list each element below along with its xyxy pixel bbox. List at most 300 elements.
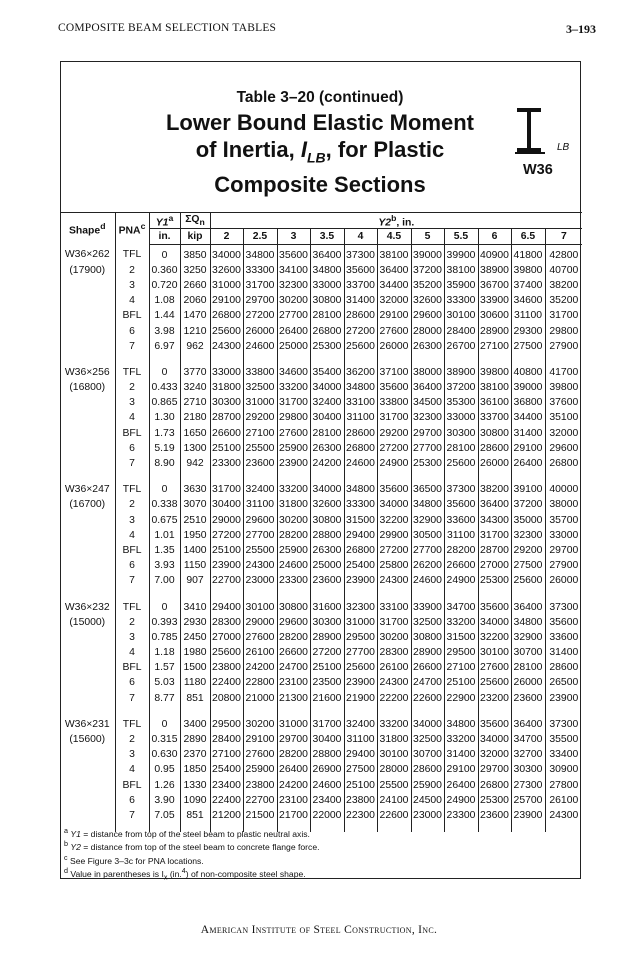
table-cell: 6 [115, 323, 149, 338]
table-row [60, 410, 582, 425]
table-cell: 25700 [511, 793, 545, 808]
table-cell: 29600 [411, 308, 444, 323]
table-cell: 2 [115, 732, 149, 747]
table-cell: 38100 [377, 245, 411, 263]
table-cell: 1180 [180, 675, 210, 690]
footnote-text: = distance from top of the steel beam to plastic neutral axis. [80, 828, 310, 839]
table-cell: 24700 [277, 660, 310, 675]
table-cell: 27500 [511, 339, 545, 363]
table-cell: 0.785 [149, 630, 180, 645]
table-cell: 25100 [210, 543, 243, 558]
table-cell: 0 [149, 363, 180, 380]
table-cell: 2450 [180, 630, 210, 645]
col-header-y2-value: 3.5 [310, 229, 344, 245]
table-cell: 28200 [277, 528, 310, 543]
ilb-subscript-label: LB [557, 142, 570, 153]
table-cell: 0 [149, 480, 180, 497]
table-cell: 25300 [478, 573, 511, 597]
table-cell: 23000 [411, 808, 444, 832]
table-cell: 35600 [478, 715, 511, 732]
table-cell: 27100 [210, 747, 243, 762]
table-cell: 2 [115, 380, 149, 395]
table-cell: 28800 [310, 747, 344, 762]
table-cell: 21600 [310, 691, 344, 715]
table-cell: BFL [115, 426, 149, 441]
table-cell: 31400 [444, 747, 478, 762]
table-row [60, 630, 582, 645]
table-cell: 31000 [344, 615, 377, 630]
table-cell: 24900 [377, 456, 411, 480]
table-cell: 6 [115, 558, 149, 573]
table-cell: 3.98 [149, 323, 180, 338]
table-cell: 25300 [411, 456, 444, 480]
table-cell: 25300 [478, 793, 511, 808]
footnote [64, 866, 320, 883]
table-cell: 27700 [344, 645, 377, 660]
table-cell: 28200 [277, 747, 310, 762]
table-cell: 25500 [243, 441, 277, 456]
table-cell: 33000 [310, 278, 344, 293]
table-cell: 35200 [411, 278, 444, 293]
table-cell: 25600 [478, 675, 511, 690]
shape-name: W36×231 [64, 718, 110, 730]
table-cell: 25900 [277, 441, 310, 456]
table-cell: 27700 [411, 441, 444, 456]
footnote-superscript: 4 [181, 867, 186, 876]
table-cell: 38100 [444, 263, 478, 278]
table-cell: 25600 [344, 660, 377, 675]
table-cell: 30700 [511, 645, 545, 660]
title-symbol-i-text: I [300, 137, 307, 162]
table-cell: 1.73 [149, 426, 180, 441]
table-cell: 39800 [478, 363, 511, 380]
table-cell: 32200 [377, 512, 411, 527]
col-header-y2-unit: , in. [396, 217, 415, 229]
col-header-y1 [149, 213, 180, 229]
table-cell: 5.19 [149, 441, 180, 456]
table-cell: 3240 [180, 380, 210, 395]
table-cell: 1650 [180, 426, 210, 441]
table-cell: 23600 [310, 573, 344, 597]
table-cell: 34000 [310, 380, 344, 395]
table-cell: 23500 [310, 675, 344, 690]
footnote-subscript: x [163, 873, 168, 882]
table-row [60, 480, 582, 497]
table-cell: 23600 [511, 691, 545, 715]
title-symbol-subscript: LB [306, 149, 326, 166]
table-cell: 33200 [444, 615, 478, 630]
table-cell: 0.393 [149, 615, 180, 630]
table-cell: 4 [115, 645, 149, 660]
table-cell: 25500 [243, 543, 277, 558]
shape-ix: (15000) [69, 616, 106, 628]
table-cell: 7.05 [149, 808, 180, 832]
table-cell: 3850 [180, 245, 210, 263]
table-cell: 31700 [210, 480, 243, 497]
shape-cell [60, 762, 115, 777]
table-cell: 31700 [478, 528, 511, 543]
page-number: 3–193 [566, 22, 596, 36]
table-cell: 33000 [545, 528, 582, 543]
table-cell: 25100 [210, 441, 243, 456]
table-cell: 851 [180, 808, 210, 832]
shape-cell [60, 660, 115, 675]
table-cell: 35600 [277, 245, 310, 263]
table-cell: 30800 [411, 630, 444, 645]
table-cell: 35100 [545, 410, 582, 425]
table-cell: 28100 [511, 660, 545, 675]
table-cell: 2 [115, 497, 149, 512]
table-cell: 37600 [545, 395, 582, 410]
table-cell: 37300 [444, 480, 478, 497]
table-cell: 33400 [545, 747, 582, 762]
table-cell: 23100 [277, 675, 310, 690]
title-block [100, 89, 540, 198]
table-cell: 30800 [478, 426, 511, 441]
table-cell: 27100 [243, 426, 277, 441]
table-cell: 2710 [180, 395, 210, 410]
table-cell: 0.433 [149, 380, 180, 395]
table-cell: 39100 [511, 480, 545, 497]
table-cell: 6.97 [149, 339, 180, 363]
table-cell: 27100 [478, 339, 511, 363]
table-cell: 31100 [444, 528, 478, 543]
table-cell: 24500 [411, 793, 444, 808]
table-cell: 36400 [511, 715, 545, 732]
table-cell: 1470 [180, 308, 210, 323]
table-cell: 26000 [478, 456, 511, 480]
table-cell: 35600 [344, 263, 377, 278]
table-row [60, 793, 582, 808]
table-cell: 39900 [444, 245, 478, 263]
table-cell: 32400 [310, 395, 344, 410]
table-cell: 26000 [377, 339, 411, 363]
table-cell: 942 [180, 456, 210, 480]
table-row [60, 675, 582, 690]
table-cell: 23300 [210, 456, 243, 480]
table-cell: 31500 [344, 512, 377, 527]
table-cell: 3 [115, 630, 149, 645]
table-cell: 21200 [210, 808, 243, 832]
table-cell: 39000 [511, 380, 545, 395]
table-cell: 27800 [545, 777, 582, 792]
table-cell: 2 [115, 615, 149, 630]
table-cell: 22400 [210, 675, 243, 690]
shape-cell [60, 512, 115, 527]
table-cell: 35600 [377, 380, 411, 395]
table-cell: 36100 [478, 395, 511, 410]
table-cell: 35000 [511, 512, 545, 527]
table-cell: 27600 [243, 630, 277, 645]
table-cell: 3 [115, 747, 149, 762]
title-line-2-tail: , for Plastic [325, 137, 445, 162]
table-cell: 33200 [377, 715, 411, 732]
table-cell: 29100 [243, 732, 277, 747]
shape-cell [60, 528, 115, 543]
shape-cell [60, 278, 115, 293]
table-cell: 3070 [180, 497, 210, 512]
table-cell: 22300 [344, 808, 377, 832]
table-cell: 25900 [243, 762, 277, 777]
table-cell: 22800 [243, 675, 277, 690]
table-cell: 30200 [243, 715, 277, 732]
table-cell: 25300 [310, 339, 344, 363]
col-header-y2-value: 6 [478, 229, 511, 245]
table-cell: 962 [180, 339, 210, 363]
table-cell: 29100 [377, 308, 411, 323]
table-cell: 37200 [444, 380, 478, 395]
table-cell: 30600 [478, 308, 511, 323]
table-cell: 37300 [344, 245, 377, 263]
table-cell: 34700 [444, 597, 478, 614]
table-cell: 4 [115, 293, 149, 308]
table-cell: 33800 [243, 363, 277, 380]
col-header-y2-text: Y2 [378, 217, 392, 229]
table-cell: 38200 [545, 278, 582, 293]
table-cell: 31700 [377, 615, 411, 630]
table-cell: 28300 [377, 645, 411, 660]
table-cell: 4 [115, 528, 149, 543]
col-header-y2-value: 6.5 [511, 229, 545, 245]
table-cell: 34100 [277, 263, 310, 278]
table-cell: 34600 [511, 293, 545, 308]
table-cell: 2 [115, 263, 149, 278]
table-cell: 28200 [277, 630, 310, 645]
table-cell: 23200 [478, 691, 511, 715]
table-cell: 25000 [310, 558, 344, 573]
table-cell: BFL [115, 308, 149, 323]
table-cell: 27600 [478, 660, 511, 675]
table-cell: 25600 [210, 323, 243, 338]
table-cell: 29700 [277, 732, 310, 747]
table-cell: 38100 [478, 380, 511, 395]
table-cell: 37100 [377, 363, 411, 380]
table-cell: 31800 [377, 732, 411, 747]
table-cell: 36200 [344, 363, 377, 380]
table-cell: 3770 [180, 363, 210, 380]
table-cell: 27700 [277, 308, 310, 323]
table-cell: 21500 [243, 808, 277, 832]
table-cell: 38900 [478, 263, 511, 278]
table-cell: 1.44 [149, 308, 180, 323]
table-cell: 7 [115, 456, 149, 480]
table-cell: 1330 [180, 777, 210, 792]
shape-cell [60, 456, 115, 480]
table-cell: 26100 [545, 793, 582, 808]
col-header-y2-value: 5 [411, 229, 444, 245]
table-cell: 30100 [377, 747, 411, 762]
table-cell: 29100 [511, 441, 545, 456]
table-cell: BFL [115, 660, 149, 675]
table-cell: 26000 [243, 323, 277, 338]
footnote [64, 826, 320, 839]
table-cell: 28000 [411, 323, 444, 338]
table-cell: 3 [115, 395, 149, 410]
table-cell: 29000 [210, 512, 243, 527]
table-cell: BFL [115, 777, 149, 792]
table-cell: 27700 [243, 528, 277, 543]
table-cell: 32600 [411, 293, 444, 308]
table-cell: 27600 [377, 323, 411, 338]
table-cell: 30200 [377, 630, 411, 645]
table-cell: 1850 [180, 762, 210, 777]
table-cell: 7.00 [149, 573, 180, 597]
table-cell: 33000 [444, 410, 478, 425]
table-cell: 33000 [210, 363, 243, 380]
table-cell: 22700 [243, 793, 277, 808]
table-cell: 27000 [210, 630, 243, 645]
shape-series-label: W36 [523, 162, 553, 178]
table-cell: 36500 [411, 480, 444, 497]
table-cell: 30100 [243, 597, 277, 614]
shape-cell [60, 777, 115, 792]
table-cell: 31800 [277, 497, 310, 512]
table-cell: 5.03 [149, 675, 180, 690]
table-cell: 33700 [478, 410, 511, 425]
table-cell: 28200 [444, 543, 478, 558]
table-cell: 36400 [478, 497, 511, 512]
col-header-y2-sup: b [391, 213, 397, 223]
table-cell: 31000 [210, 278, 243, 293]
table-cell: 34000 [377, 497, 411, 512]
table-cell: 28000 [377, 762, 411, 777]
table-cell: 3250 [180, 263, 210, 278]
col-header-y2-value: 4.5 [377, 229, 411, 245]
shape-ix: (15600) [69, 734, 106, 745]
table-cell: 1150 [180, 558, 210, 573]
table-cell: 30100 [478, 645, 511, 660]
table-cell: 4 [115, 762, 149, 777]
table-cell: 29500 [210, 715, 243, 732]
col-header-pna-text: PNA [118, 225, 141, 237]
table-row [60, 441, 582, 456]
table-cell: 26400 [277, 762, 310, 777]
col-header-pna-sup: c [140, 221, 146, 232]
table-cell: 2930 [180, 615, 210, 630]
table-cell: 1.30 [149, 410, 180, 425]
col-header-sumq-text: ΣQ [185, 214, 200, 226]
table-cell: 31400 [511, 426, 545, 441]
table-cell: 34000 [210, 245, 243, 263]
col-header-y2-value: 2 [210, 229, 243, 245]
table-cell: 38900 [444, 363, 478, 380]
table-cell: 0.630 [149, 747, 180, 762]
table-cell: 1.08 [149, 293, 180, 308]
table-cell: 33800 [377, 395, 411, 410]
shape-cell [60, 395, 115, 410]
table-cell: 29400 [344, 747, 377, 762]
table-row [60, 747, 582, 762]
table-cell: 26600 [210, 426, 243, 441]
table-cell: 27200 [377, 543, 411, 558]
footnote-text: (in. [167, 869, 182, 880]
table-cell: 26600 [277, 645, 310, 660]
table-cell: 27600 [277, 426, 310, 441]
table-cell: 30400 [310, 732, 344, 747]
table-cell: 28600 [344, 308, 377, 323]
table-cell: TFL [115, 480, 149, 497]
table-cell: 3400 [180, 715, 210, 732]
table-cell: 31100 [511, 308, 545, 323]
table-cell: 29500 [444, 645, 478, 660]
table-cell: 23900 [277, 456, 310, 480]
table-cell: 32700 [511, 747, 545, 762]
table-cell: 27200 [377, 441, 411, 456]
table-cell: 31700 [545, 308, 582, 323]
table-cell: 38000 [545, 497, 582, 512]
shape-cell [60, 308, 115, 323]
table-cell: 25000 [277, 339, 310, 363]
table-cell: 25900 [411, 777, 444, 792]
table-cell: 33200 [277, 380, 310, 395]
col-header-y2-value: 4 [344, 229, 377, 245]
table-cell: 33600 [545, 630, 582, 645]
table-cell: 28700 [478, 543, 511, 558]
table-cell: 36700 [478, 278, 511, 293]
table-cell: 21000 [243, 691, 277, 715]
table-cell: 35500 [545, 732, 582, 747]
table-cell: 29300 [511, 323, 545, 338]
table-cell: 27200 [210, 528, 243, 543]
table-cell: 31100 [344, 732, 377, 747]
table-cell: 26700 [444, 339, 478, 363]
table-cell: 26600 [411, 660, 444, 675]
table-cell: 907 [180, 573, 210, 597]
table-cell: 31700 [243, 278, 277, 293]
table-cell: 23800 [243, 777, 277, 792]
table-cell: 3 [115, 512, 149, 527]
table-cell: 30100 [444, 308, 478, 323]
table-cell: 32400 [344, 715, 377, 732]
col-header-y2-value: 2.5 [243, 229, 277, 245]
table-cell: 31500 [444, 630, 478, 645]
table-cell: 28600 [411, 762, 444, 777]
table-cell: 26300 [411, 339, 444, 363]
table-cell: 23900 [210, 558, 243, 573]
table-cell: 26800 [545, 456, 582, 480]
table-cell: 31700 [277, 395, 310, 410]
table-cell: 28600 [344, 426, 377, 441]
table-cell: 34800 [511, 615, 545, 630]
table-cell: 28600 [545, 660, 582, 675]
shape-ix: (16700) [69, 499, 106, 511]
table-cell: 6 [115, 675, 149, 690]
table-cell: 25600 [444, 456, 478, 480]
table-cell: 22000 [310, 808, 344, 832]
table-cell: 33300 [243, 263, 277, 278]
footnote [64, 853, 320, 866]
table-cell: 37200 [411, 263, 444, 278]
table-cell: 33100 [377, 597, 411, 614]
table-cell: 28600 [478, 441, 511, 456]
table-cell: 34400 [511, 410, 545, 425]
table-cell: 30200 [277, 512, 310, 527]
table-row [60, 645, 582, 660]
table-cell: 30900 [545, 762, 582, 777]
table-cell: 32300 [277, 278, 310, 293]
table-cell: 29100 [444, 762, 478, 777]
table-cell: 29400 [344, 528, 377, 543]
shape-name: W36×256 [64, 366, 110, 378]
table-row [60, 558, 582, 573]
table-cell: 27700 [411, 543, 444, 558]
i-beam-icon [515, 108, 555, 158]
inertia-table-wrapper [60, 212, 581, 832]
table-cell: 8.77 [149, 691, 180, 715]
table-cell: 23400 [310, 793, 344, 808]
table-cell: 28900 [310, 630, 344, 645]
table-cell: 0 [149, 597, 180, 614]
